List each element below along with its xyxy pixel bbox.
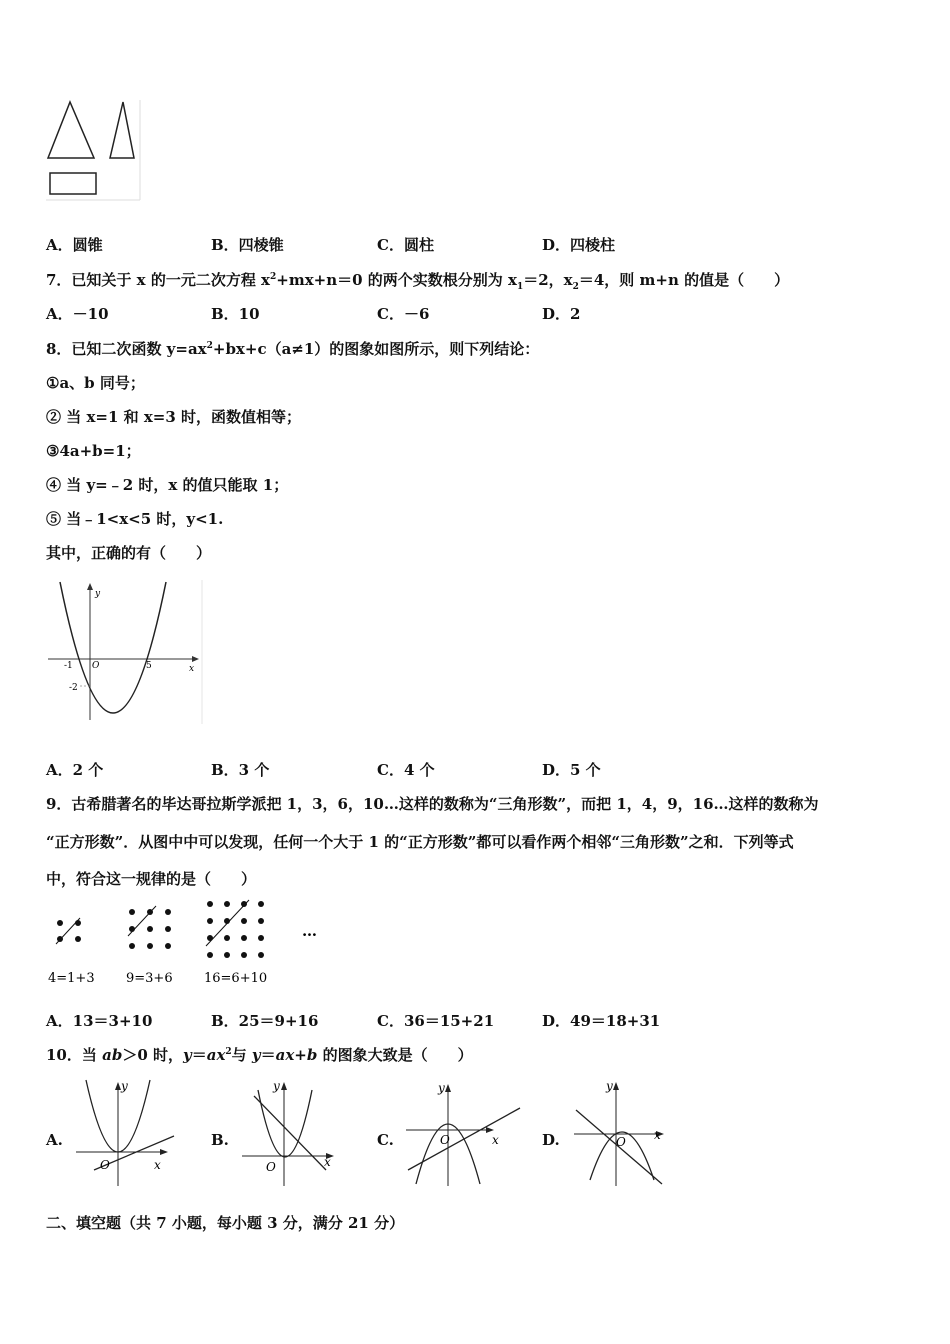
figure-3x3 <box>128 906 171 949</box>
top-view-rectangle <box>50 173 96 194</box>
graph-label-neg2: -2 <box>69 683 78 693</box>
three-view-figure <box>44 96 144 204</box>
q7-option-c: C．－6 <box>377 305 430 323</box>
q8-parabola-graph <box>44 578 204 724</box>
graph-label-y: y <box>95 589 101 599</box>
q8-option-c: C．4 个 <box>377 761 435 779</box>
q8-option-d: D．5 个 <box>542 761 601 779</box>
front-view-triangle <box>48 102 94 158</box>
figure-caption-3: 16=6+10 <box>204 971 268 986</box>
svg-text:y: y <box>606 1079 613 1093</box>
q8-item-5: ⑤ 当﹣1<x<5 时，y<1. <box>46 510 224 528</box>
q10-option-a-graph <box>72 1074 182 1190</box>
figure-4x4 <box>206 900 264 958</box>
y-axis-arrow <box>87 583 93 590</box>
figure-2x2 <box>56 918 81 944</box>
q9-stem-line-2: “正方形数”．从图中中可以发现，任何一个大于 1 的“正方形数”都可以看作两个相邻“三角形数”之和．下列等式 <box>46 833 794 851</box>
q10-option-c-graph <box>402 1074 526 1190</box>
q8-item-3: ③4a+b=1； <box>46 442 141 460</box>
q6-option-c: C．圆柱 <box>377 236 434 254</box>
q8-question: 其中，正确的有（ ） <box>46 544 212 562</box>
q9-stem-line-1: 9．古希腊著名的毕达哥拉斯学派把 1，3，6，10…这样的数称为“三角形数”，而把 1，4，9，16…这样的数称为 <box>46 795 819 813</box>
q10-option-b-graph <box>238 1074 348 1190</box>
graph-label-five: 5 <box>146 661 152 671</box>
figure-ellipsis: … <box>302 922 317 940</box>
q9-dot-figures <box>44 896 334 992</box>
q7-stem: 7．已知关于 x 的一元二次方程 $x^2+mx+n=0$ 的两个实数根分别为 $x_1=2$，$x_2=4$，则 m+n 的值是（ ） <box>46 271 790 292</box>
svg-text:x: x <box>154 1158 161 1172</box>
graph-label-x: x <box>189 664 195 674</box>
graph-label-origin: O <box>92 661 100 671</box>
svg-text:y: y <box>438 1081 445 1095</box>
figure-caption-2: 9=3+6 <box>126 971 173 986</box>
q6-option-a: A．圆锥 <box>46 236 103 254</box>
q6-option-b: B．四棱锥 <box>211 236 284 254</box>
q8-option-b: B．3 个 <box>211 761 270 779</box>
q8-item-4: ④ 当 y=﹣2 时，x 的值只能取 1； <box>46 476 289 494</box>
svg-text:y: y <box>273 1079 280 1093</box>
q7-option-d: D．2 <box>542 305 581 323</box>
q8-option-a: A．2 个 <box>46 761 104 779</box>
graph-label-neg1: -1 <box>64 661 73 671</box>
q9-stem-line-3: 中，符合这一规律的是（ ） <box>46 870 257 888</box>
q10-option-b-letter: B. <box>211 1131 229 1149</box>
q10-stem: 10．当 ab＞0 时，$y=ax^2$与 y＝ax+b 的图象大致是（ ） <box>46 1046 473 1064</box>
svg-text:O: O <box>100 1158 110 1172</box>
x-axis-arrow <box>192 656 199 662</box>
q8-stem: 8．已知二次函数 $y=ax^2+bx+c(a\ne 1)$的图象如图所示，则下列结论： <box>46 340 540 358</box>
q8-item-1: ①a、b 同号； <box>46 374 145 392</box>
q7-option-b: B．10 <box>211 305 260 323</box>
figure-caption-1: 4=1+3 <box>48 971 95 986</box>
q10-option-c-letter: C. <box>377 1131 394 1149</box>
svg-text:x: x <box>492 1133 499 1147</box>
section-2-title: 二、填空题（共 7 小题，每小题 3 分，满分 21 分） <box>46 1214 405 1232</box>
q10-option-a-letter: A. <box>46 1131 63 1149</box>
svg-text:O: O <box>266 1160 276 1174</box>
q10-option-d-graph <box>570 1074 680 1190</box>
svg-text:x: x <box>324 1155 331 1169</box>
side-view-triangle <box>110 102 134 158</box>
parabola-curve <box>60 582 166 713</box>
q9-option-b: B．25＝9+16 <box>211 1012 319 1030</box>
q8-item-2: ② 当 x=1 和 x=3 时，函数值相等； <box>46 408 302 426</box>
q9-option-c: C．36＝15+21 <box>377 1012 495 1030</box>
svg-text:O: O <box>440 1133 450 1147</box>
q9-option-d: D．49＝18+31 <box>542 1012 661 1030</box>
q10-option-d-letter: D. <box>542 1131 560 1149</box>
q9-option-a: A．13＝3+10 <box>46 1012 153 1030</box>
q7-option-a: A．－10 <box>46 305 109 323</box>
svg-text:x: x <box>654 1128 661 1142</box>
q6-option-d: D．四棱柱 <box>542 236 616 254</box>
svg-text:y: y <box>121 1079 128 1093</box>
svg-text:O: O <box>616 1135 626 1149</box>
